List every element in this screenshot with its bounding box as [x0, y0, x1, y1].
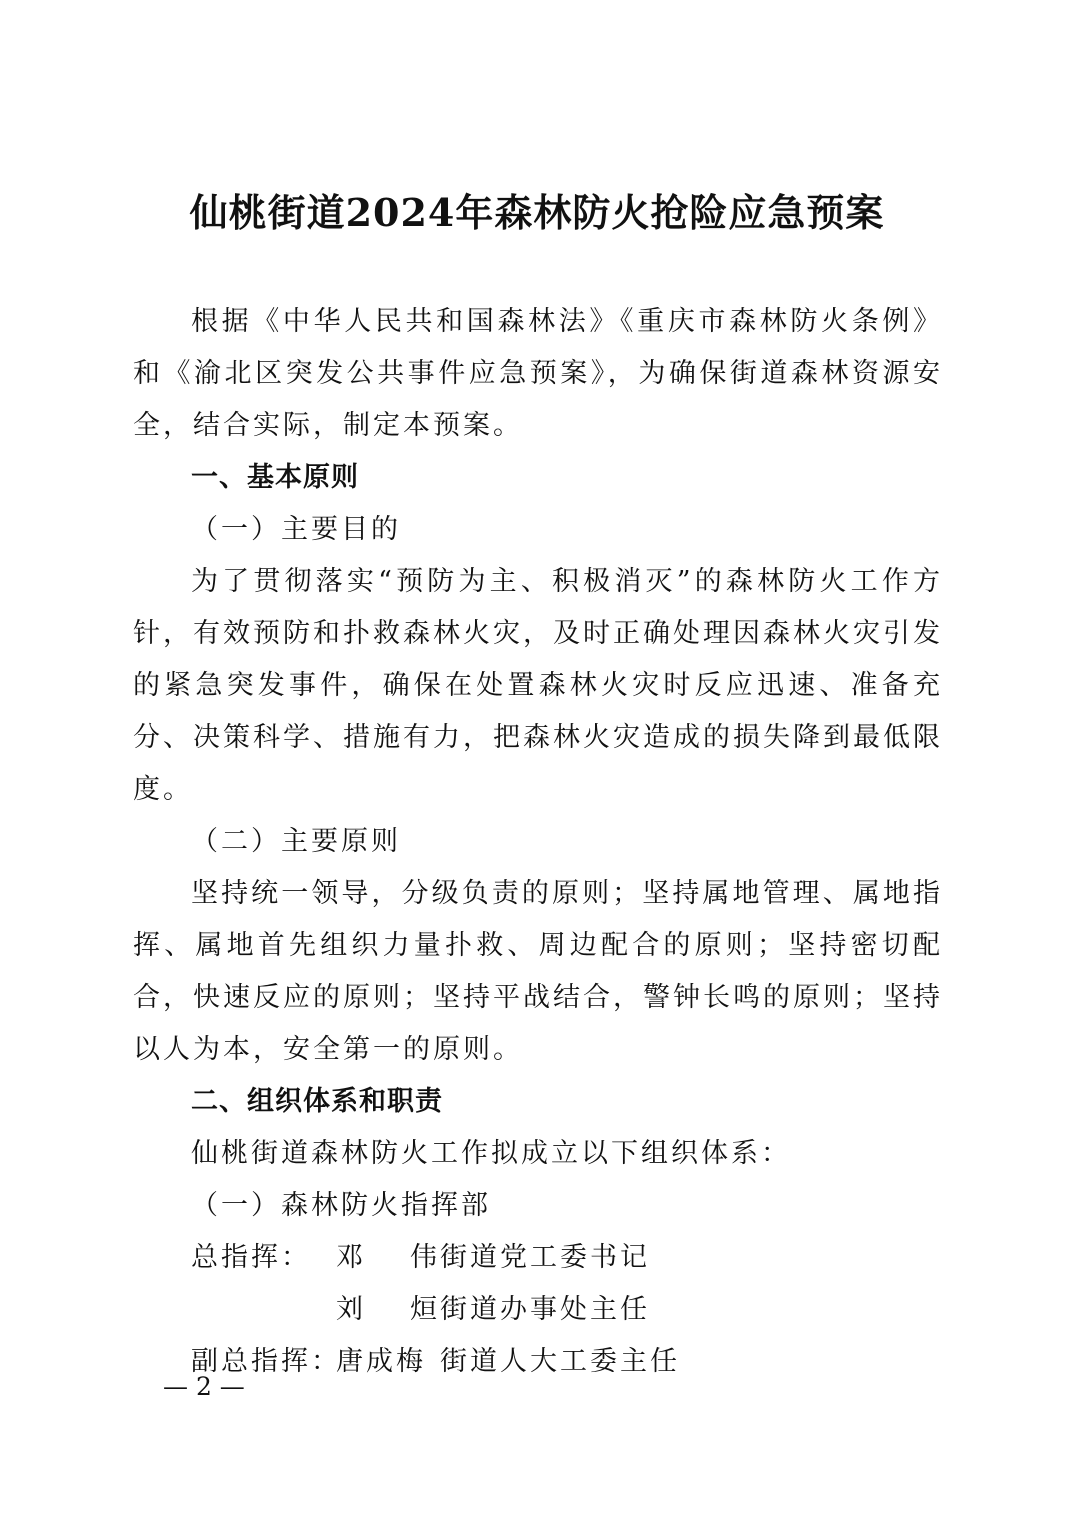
- document-title: 仙桃街道2024年森林防火抢险应急预案: [189, 190, 885, 235]
- subheading-main-principles: （二）主要原则: [191, 826, 401, 857]
- role-name: 邓 伟: [336, 1242, 440, 1273]
- subheading-fire-command: （一）森林防火指挥部: [191, 1190, 491, 1221]
- main-principles-paragraph: 坚持统一领导，分级负责的原则；坚持属地管理、属地指挥、属地首先组织力量扑救、周边配合的原则；坚持密切配合，快速反应的原则；坚持平战结合，警钟长鸣的原则；坚持以人为本，安全第一的原则。: [133, 878, 943, 1065]
- role-post: 街道人大工委主任: [440, 1346, 680, 1377]
- section-heading-organization: 二、组织体系和职责: [191, 1086, 443, 1117]
- role-name: 唐成梅: [336, 1346, 426, 1377]
- page-number: — 2 —: [163, 1372, 245, 1401]
- document-body: [133, 296, 943, 1388]
- role-row-deputy-commander: [133, 1336, 943, 1388]
- role-post: 街道办事处主任: [440, 1294, 650, 1325]
- main-purpose-paragraph: 为了贯彻落实“预防为主、积极消灭”的森林防火工作方针，有效预防和扑救森林火灾，及时正确处理因森林火灾引发的紧急突发事件，确保在处置森林火灾时反应迅速、准备充分、决策科学、措施有力，把森林火灾造成的损失降到最低限度。: [133, 566, 943, 805]
- role-label: [191, 1284, 336, 1336]
- role-label: 副总指挥：: [191, 1346, 341, 1377]
- role-name: 刘 烜: [336, 1294, 440, 1325]
- intro-paragraph: 根据《中华人民共和国森林法》《重庆市森林防火条例》和《渝北区突发公共事件应急预案》，为确保街道森林资源安全，结合实际，制定本预案。: [133, 306, 943, 441]
- role-label: 总指挥：: [191, 1242, 311, 1273]
- section-heading-basic-principles: 一、基本原则: [191, 462, 359, 493]
- subheading-main-purpose: （一）主要目的: [191, 514, 401, 545]
- role-post: 街道党工委书记: [440, 1242, 650, 1273]
- organization-paragraph: 仙桃街道森林防火工作拟成立以下组织体系：: [191, 1138, 791, 1169]
- role-row-commander-2: [133, 1284, 943, 1336]
- role-row-commander-1: [133, 1232, 943, 1284]
